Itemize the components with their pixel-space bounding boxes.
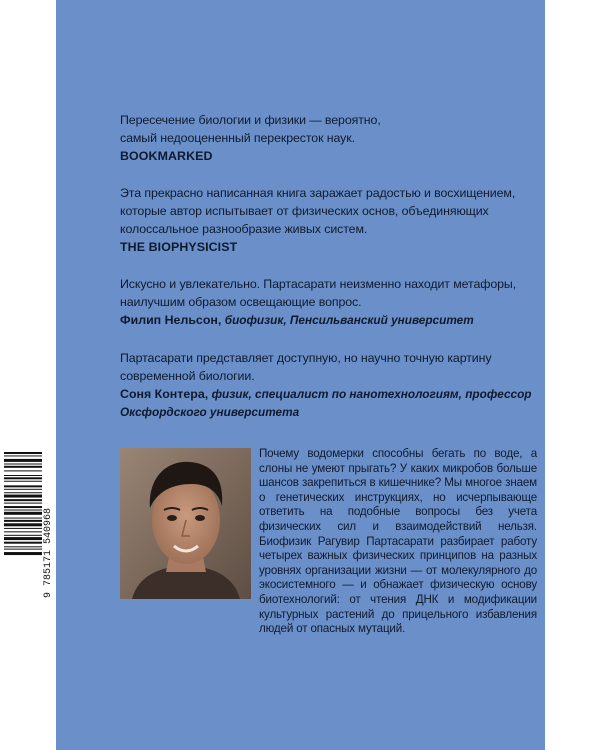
barcode-bar (4, 503, 42, 504)
isbn-barcode (0, 448, 56, 600)
barcode-bar (4, 495, 42, 498)
review-quote-3 (120, 275, 540, 329)
reviewer-role: биофизик, Пенсильванский университет (224, 313, 474, 327)
quote-source: BOOKMARKED (120, 149, 213, 163)
quote-line: самый недооцененный перекресток наук. (120, 131, 355, 145)
barcode-bar (4, 455, 42, 456)
reviewer-role: физик, специалист по нанотехнологиям, профессор (211, 387, 532, 401)
quote-attribution (120, 311, 540, 329)
barcode-bar (4, 510, 42, 511)
barcode-bar (4, 466, 42, 468)
quote-attribution-cont (120, 403, 540, 421)
quote-line: современной биологии. (120, 369, 255, 383)
barcode-bar (4, 470, 42, 471)
barcode-bar (4, 518, 42, 519)
barcode-bar (4, 523, 42, 526)
quote-line: Эта прекрасно написанная книга заражает радостью и восхищением, (120, 186, 516, 200)
quote-line: наилучшим образом освещающие вопрос. (120, 295, 362, 309)
barcode-number: 9 785171 540968 (43, 507, 54, 598)
review-quote-2 (120, 184, 540, 256)
quote-line: колоссальное разнообразие живых систем. (120, 222, 368, 236)
barcode-bar (4, 520, 42, 522)
reviewer-role: Оксфордского университета (120, 405, 300, 419)
barcode-bar (4, 459, 42, 462)
quote-line: которые автор испытывает от физических основ, объединяющих (120, 204, 489, 218)
review-quote-1 (120, 111, 540, 165)
quote-source: THE BIOPHYSICIST (120, 240, 238, 254)
barcode-bar (4, 485, 42, 487)
barcode-bar (4, 552, 42, 555)
barcode-bar (4, 464, 42, 465)
barcode-bar (4, 481, 42, 482)
barcode-bar (4, 549, 42, 550)
barcode-bar (4, 528, 42, 529)
barcode-bar (4, 537, 42, 540)
reviewer-name: Филип Нельсон, (120, 313, 222, 327)
barcode-bar (4, 492, 42, 493)
reviewer-name: Соня Контера, (120, 387, 209, 401)
quote-line: Партасарати представляет доступную, но научно точную картину (120, 351, 492, 365)
quote-line: Искусно и увлекательно. Партасарати неизменно находит метафоры, (120, 277, 517, 291)
barcode-bar (4, 531, 42, 532)
barcode-bar (4, 512, 42, 515)
barcode-bar (4, 475, 42, 476)
quote-line: Пересечение биологии и физики — вероятно, (120, 113, 381, 127)
book-description: Почему водомерки способны бегать по воде, а слоны не умеют прыгать? У каких микробов больше шансов закрепиться в кишечнике? Мы многое знаем о генетических инструкциях, но исчерпывающе ответить на подобные вопросы без учета физических сил и взаимодействий нельзя. Биофизик Рагувир Партасарати разбирает работу четырех важных физических принципов на разных уровнях организации жизни — от молекулярного до экосистемного — и обнажает физическую основу биотехнологий: от чтения ДНК и модификации культурных растений до прицельного избавления людей от опасных мутаций. (259, 447, 537, 636)
review-quote-4 (120, 349, 540, 421)
barcode-bar (4, 546, 42, 547)
author-photo (120, 448, 251, 599)
barcode-bar (4, 499, 42, 501)
quote-attribution (120, 385, 540, 403)
barcode-bar (4, 535, 42, 536)
barcode-bar (4, 542, 42, 544)
barcode-bar (4, 506, 42, 508)
barcode-bar (4, 452, 42, 454)
barcode-bar (4, 477, 42, 479)
book-back-cover (56, 0, 545, 750)
barcode-bar (4, 489, 42, 490)
